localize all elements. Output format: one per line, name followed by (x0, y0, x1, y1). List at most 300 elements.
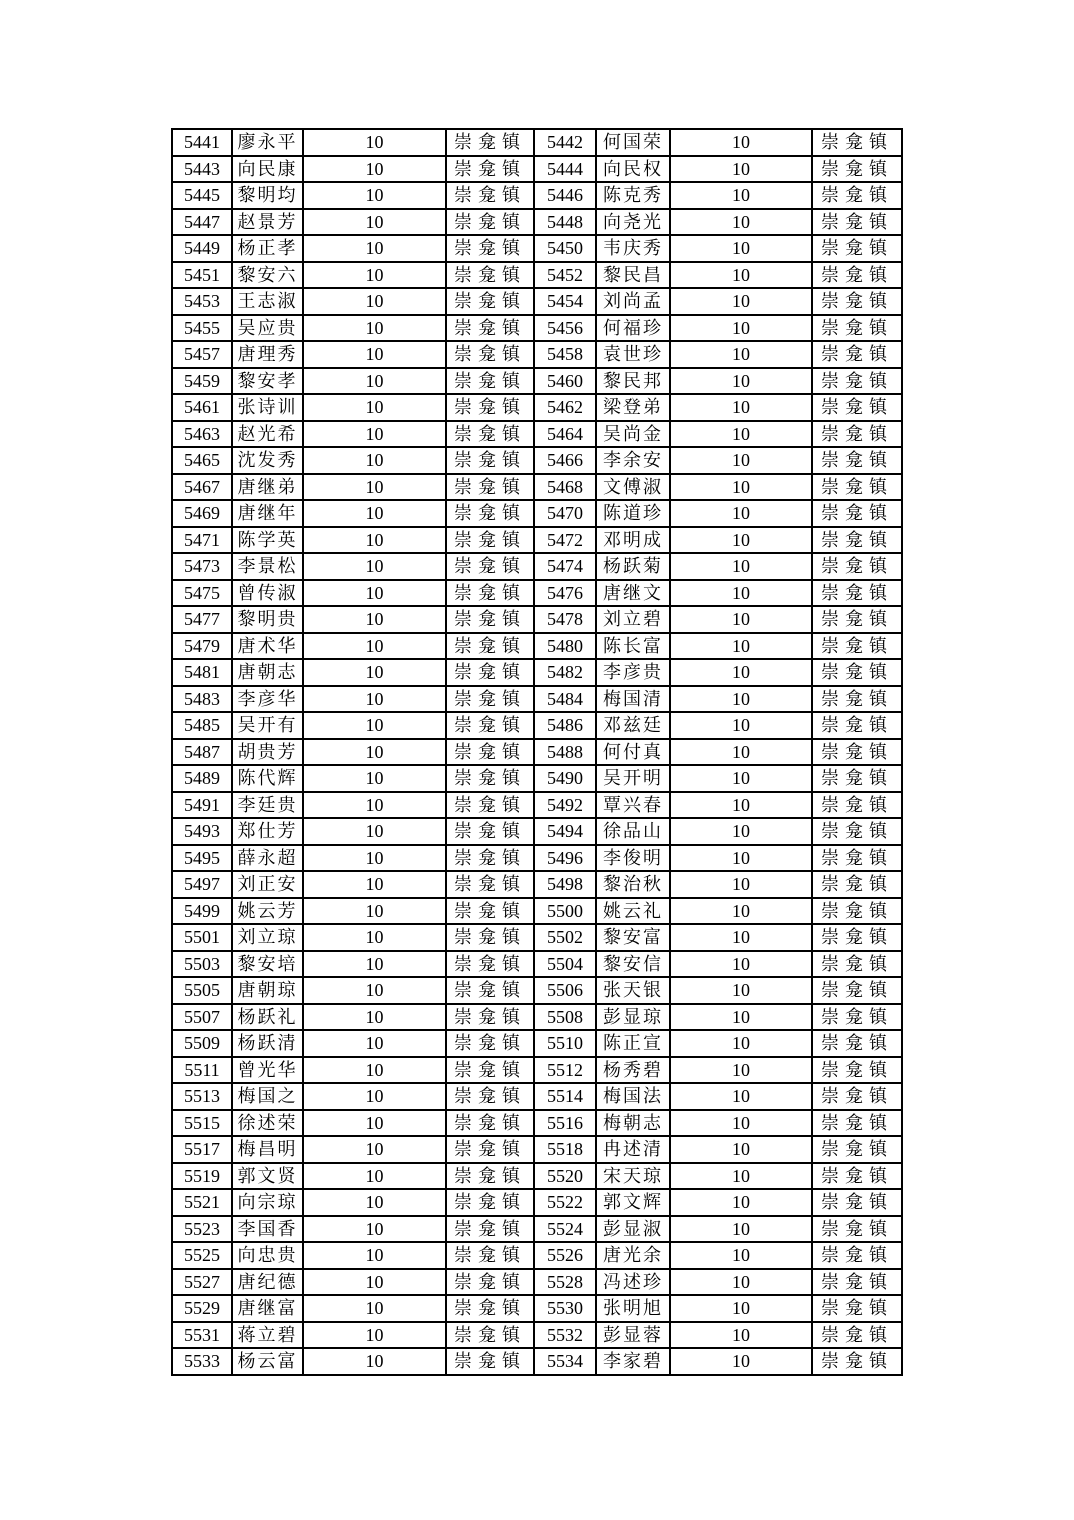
cell-town-name: 崇龛镇 (446, 1136, 534, 1163)
cell-amount: 10 (670, 129, 812, 156)
cell-town-name: 崇龛镇 (446, 1216, 534, 1243)
cell-town-name: 崇龛镇 (446, 580, 534, 607)
cell-town-name: 崇龛镇 (446, 156, 534, 183)
cell-person-name: 韦庆秀 (596, 235, 670, 262)
cell-amount: 10 (670, 341, 812, 368)
cell-town-name: 崇龛镇 (812, 739, 902, 766)
cell-town-name: 崇龛镇 (812, 394, 902, 421)
cell-serial-number: 5523 (172, 1216, 232, 1243)
cell-town-name: 崇龛镇 (812, 156, 902, 183)
table-row (172, 659, 902, 686)
cell-serial-number: 5531 (172, 1322, 232, 1349)
cell-person-name: 陈代辉 (232, 765, 303, 792)
table-row (172, 1189, 902, 1216)
cell-amount: 10 (670, 1057, 812, 1084)
cell-person-name: 胡贵芳 (232, 739, 303, 766)
cell-town-name: 崇龛镇 (446, 1242, 534, 1269)
cell-person-name: 曾传淑 (232, 580, 303, 607)
cell-serial-number: 5501 (172, 924, 232, 951)
cell-serial-number: 5515 (172, 1110, 232, 1137)
cell-serial-number: 5505 (172, 977, 232, 1004)
cell-serial-number: 5487 (172, 739, 232, 766)
cell-person-name: 李余安 (596, 447, 670, 474)
cell-serial-number: 5510 (534, 1030, 596, 1057)
cell-town-name: 崇龛镇 (446, 1348, 534, 1375)
cell-person-name: 张明旭 (596, 1295, 670, 1322)
cell-person-name: 姚云芳 (232, 898, 303, 925)
cell-amount: 10 (670, 553, 812, 580)
cell-person-name: 李彦华 (232, 686, 303, 713)
cell-serial-number: 5441 (172, 129, 232, 156)
cell-person-name: 李俊明 (596, 845, 670, 872)
cell-amount: 10 (670, 1322, 812, 1349)
cell-serial-number: 5497 (172, 871, 232, 898)
cell-amount: 10 (303, 924, 446, 951)
table-row (172, 845, 902, 872)
cell-serial-number: 5459 (172, 368, 232, 395)
table-row (172, 686, 902, 713)
cell-amount: 10 (303, 1322, 446, 1349)
cell-serial-number: 5532 (534, 1322, 596, 1349)
cell-serial-number: 5477 (172, 606, 232, 633)
cell-amount: 10 (670, 659, 812, 686)
cell-amount: 10 (303, 1057, 446, 1084)
cell-amount: 10 (670, 765, 812, 792)
cell-person-name: 郑仕芳 (232, 818, 303, 845)
table-row (172, 951, 902, 978)
table-row (172, 129, 902, 156)
cell-town-name: 崇龛镇 (446, 1057, 534, 1084)
cell-amount: 10 (303, 765, 446, 792)
cell-serial-number: 5479 (172, 633, 232, 660)
cell-person-name: 徐品山 (596, 818, 670, 845)
cell-amount: 10 (670, 739, 812, 766)
cell-person-name: 王志淑 (232, 288, 303, 315)
cell-amount: 10 (670, 818, 812, 845)
table-row (172, 1030, 902, 1057)
cell-serial-number: 5533 (172, 1348, 232, 1375)
cell-serial-number: 5483 (172, 686, 232, 713)
cell-town-name: 崇龛镇 (446, 500, 534, 527)
cell-amount: 10 (303, 1216, 446, 1243)
table-row (172, 1242, 902, 1269)
cell-person-name: 黎明均 (232, 182, 303, 209)
cell-amount: 10 (303, 898, 446, 925)
table-row (172, 739, 902, 766)
cell-town-name: 崇龛镇 (446, 209, 534, 236)
cell-amount: 10 (670, 580, 812, 607)
cell-town-name: 崇龛镇 (812, 1057, 902, 1084)
cell-amount: 10 (303, 341, 446, 368)
cell-town-name: 崇龛镇 (812, 447, 902, 474)
cell-serial-number: 5466 (534, 447, 596, 474)
cell-serial-number: 5468 (534, 474, 596, 501)
cell-town-name: 崇龛镇 (812, 129, 902, 156)
cell-serial-number: 5509 (172, 1030, 232, 1057)
cell-amount: 10 (670, 924, 812, 951)
cell-serial-number: 5457 (172, 341, 232, 368)
cell-amount: 10 (670, 394, 812, 421)
cell-town-name: 崇龛镇 (812, 341, 902, 368)
cell-person-name: 杨跃礼 (232, 1004, 303, 1031)
cell-person-name: 冯述珍 (596, 1269, 670, 1296)
cell-person-name: 唐继年 (232, 500, 303, 527)
cell-person-name: 袁世珍 (596, 341, 670, 368)
cell-person-name: 向民康 (232, 156, 303, 183)
table-row (172, 1216, 902, 1243)
cell-serial-number: 5500 (534, 898, 596, 925)
cell-serial-number: 5512 (534, 1057, 596, 1084)
cell-person-name: 李彦贵 (596, 659, 670, 686)
cell-town-name: 崇龛镇 (446, 1030, 534, 1057)
cell-person-name: 向忠贵 (232, 1242, 303, 1269)
table-row (172, 182, 902, 209)
cell-town-name: 崇龛镇 (446, 818, 534, 845)
cell-person-name: 唐继富 (232, 1295, 303, 1322)
cell-amount: 10 (670, 421, 812, 448)
cell-serial-number: 5460 (534, 368, 596, 395)
cell-serial-number: 5481 (172, 659, 232, 686)
cell-town-name: 崇龛镇 (812, 659, 902, 686)
cell-serial-number: 5526 (534, 1242, 596, 1269)
cell-person-name: 薛永超 (232, 845, 303, 872)
cell-town-name: 崇龛镇 (812, 1242, 902, 1269)
table-row (172, 262, 902, 289)
cell-person-name: 黎安信 (596, 951, 670, 978)
cell-person-name: 何福珍 (596, 315, 670, 342)
cell-person-name: 梅国之 (232, 1083, 303, 1110)
cell-amount: 10 (670, 951, 812, 978)
cell-person-name: 黎民昌 (596, 262, 670, 289)
cell-town-name: 崇龛镇 (812, 633, 902, 660)
table-row (172, 315, 902, 342)
cell-town-name: 崇龛镇 (446, 898, 534, 925)
table-row (172, 765, 902, 792)
cell-town-name: 崇龛镇 (446, 1083, 534, 1110)
cell-serial-number: 5534 (534, 1348, 596, 1375)
cell-serial-number: 5508 (534, 1004, 596, 1031)
cell-person-name: 唐术华 (232, 633, 303, 660)
cell-serial-number: 5462 (534, 394, 596, 421)
cell-amount: 10 (670, 633, 812, 660)
cell-town-name: 崇龛镇 (812, 1269, 902, 1296)
cell-person-name: 曾光华 (232, 1057, 303, 1084)
cell-amount: 10 (670, 606, 812, 633)
cell-person-name: 唐继文 (596, 580, 670, 607)
cell-amount: 10 (303, 209, 446, 236)
table-row (172, 1348, 902, 1375)
table-row (172, 447, 902, 474)
cell-person-name: 何付真 (596, 739, 670, 766)
cell-serial-number: 5471 (172, 527, 232, 554)
cell-amount: 10 (670, 262, 812, 289)
cell-town-name: 崇龛镇 (812, 1348, 902, 1375)
cell-person-name: 黎治秋 (596, 871, 670, 898)
cell-amount: 10 (303, 977, 446, 1004)
cell-amount: 10 (303, 792, 446, 819)
cell-person-name: 赵景芳 (232, 209, 303, 236)
cell-town-name: 崇龛镇 (812, 580, 902, 607)
cell-serial-number: 5469 (172, 500, 232, 527)
cell-person-name: 黎明贵 (232, 606, 303, 633)
cell-person-name: 梅昌明 (232, 1136, 303, 1163)
cell-person-name: 杨跃清 (232, 1030, 303, 1057)
cell-amount: 10 (670, 500, 812, 527)
cell-person-name: 杨秀碧 (596, 1057, 670, 1084)
cell-amount: 10 (303, 1189, 446, 1216)
cell-town-name: 崇龛镇 (812, 474, 902, 501)
cell-person-name: 吴应贵 (232, 315, 303, 342)
cell-amount: 10 (303, 262, 446, 289)
cell-amount: 10 (670, 686, 812, 713)
cell-person-name: 李景松 (232, 553, 303, 580)
cell-amount: 10 (303, 182, 446, 209)
cell-person-name: 陈道珍 (596, 500, 670, 527)
cell-person-name: 姚云礼 (596, 898, 670, 925)
cell-person-name: 唐纪德 (232, 1269, 303, 1296)
cell-amount: 10 (670, 1189, 812, 1216)
cell-person-name: 陈正宣 (596, 1030, 670, 1057)
table-row (172, 712, 902, 739)
cell-person-name: 彭显淑 (596, 1216, 670, 1243)
cell-serial-number: 5496 (534, 845, 596, 872)
cell-serial-number: 5452 (534, 262, 596, 289)
cell-person-name: 唐理秀 (232, 341, 303, 368)
cell-town-name: 崇龛镇 (812, 315, 902, 342)
cell-serial-number: 5514 (534, 1083, 596, 1110)
cell-amount: 10 (303, 394, 446, 421)
table-row (172, 421, 902, 448)
cell-town-name: 崇龛镇 (812, 686, 902, 713)
cell-person-name: 何国荣 (596, 129, 670, 156)
table-row (172, 633, 902, 660)
cell-town-name: 崇龛镇 (446, 1110, 534, 1137)
cell-serial-number: 5521 (172, 1189, 232, 1216)
beneficiary-roster-table (171, 128, 903, 1376)
cell-serial-number: 5528 (534, 1269, 596, 1296)
cell-town-name: 崇龛镇 (446, 129, 534, 156)
table-row (172, 527, 902, 554)
cell-serial-number: 5499 (172, 898, 232, 925)
cell-town-name: 崇龛镇 (446, 421, 534, 448)
cell-serial-number: 5447 (172, 209, 232, 236)
cell-amount: 10 (670, 1295, 812, 1322)
cell-town-name: 崇龛镇 (446, 606, 534, 633)
cell-town-name: 崇龛镇 (446, 1004, 534, 1031)
cell-serial-number: 5493 (172, 818, 232, 845)
cell-amount: 10 (303, 421, 446, 448)
cell-town-name: 崇龛镇 (446, 474, 534, 501)
cell-person-name: 张天银 (596, 977, 670, 1004)
cell-person-name: 吴开有 (232, 712, 303, 739)
cell-person-name: 黎安富 (596, 924, 670, 951)
cell-serial-number: 5478 (534, 606, 596, 633)
cell-serial-number: 5519 (172, 1163, 232, 1190)
cell-person-name: 梅国法 (596, 1083, 670, 1110)
cell-serial-number: 5445 (172, 182, 232, 209)
cell-amount: 10 (670, 527, 812, 554)
cell-amount: 10 (670, 898, 812, 925)
cell-amount: 10 (670, 474, 812, 501)
cell-town-name: 崇龛镇 (812, 818, 902, 845)
table-row (172, 1004, 902, 1031)
cell-town-name: 崇龛镇 (446, 527, 534, 554)
cell-town-name: 崇龛镇 (446, 712, 534, 739)
cell-person-name: 梅朝志 (596, 1110, 670, 1137)
cell-person-name: 陈克秀 (596, 182, 670, 209)
cell-amount: 10 (303, 235, 446, 262)
cell-amount: 10 (303, 712, 446, 739)
cell-town-name: 崇龛镇 (446, 765, 534, 792)
cell-serial-number: 5464 (534, 421, 596, 448)
cell-amount: 10 (303, 1242, 446, 1269)
cell-person-name: 刘立碧 (596, 606, 670, 633)
cell-amount: 10 (670, 1348, 812, 1375)
cell-town-name: 崇龛镇 (812, 262, 902, 289)
cell-amount: 10 (303, 1004, 446, 1031)
cell-town-name: 崇龛镇 (446, 845, 534, 872)
cell-amount: 10 (303, 951, 446, 978)
cell-amount: 10 (303, 871, 446, 898)
cell-town-name: 崇龛镇 (812, 1110, 902, 1137)
cell-amount: 10 (303, 500, 446, 527)
cell-amount: 10 (303, 315, 446, 342)
cell-town-name: 崇龛镇 (812, 235, 902, 262)
cell-amount: 10 (670, 1110, 812, 1137)
table-row (172, 792, 902, 819)
cell-amount: 10 (303, 1030, 446, 1057)
cell-serial-number: 5451 (172, 262, 232, 289)
table-row (172, 580, 902, 607)
cell-person-name: 黎民邦 (596, 368, 670, 395)
cell-amount: 10 (670, 315, 812, 342)
cell-amount: 10 (670, 209, 812, 236)
cell-town-name: 崇龛镇 (812, 845, 902, 872)
table-row (172, 818, 902, 845)
cell-person-name: 文傅淑 (596, 474, 670, 501)
cell-serial-number: 5516 (534, 1110, 596, 1137)
table-row (172, 606, 902, 633)
cell-amount: 10 (670, 712, 812, 739)
table-row (172, 368, 902, 395)
cell-serial-number: 5488 (534, 739, 596, 766)
roster-table-body (172, 129, 902, 1375)
cell-town-name: 崇龛镇 (446, 1269, 534, 1296)
cell-serial-number: 5504 (534, 951, 596, 978)
cell-person-name: 刘正安 (232, 871, 303, 898)
cell-town-name: 崇龛镇 (812, 765, 902, 792)
cell-town-name: 崇龛镇 (812, 182, 902, 209)
cell-town-name: 崇龛镇 (446, 924, 534, 951)
cell-town-name: 崇龛镇 (812, 553, 902, 580)
cell-town-name: 崇龛镇 (446, 235, 534, 262)
cell-person-name: 黎安六 (232, 262, 303, 289)
cell-serial-number: 5511 (172, 1057, 232, 1084)
table-row (172, 1163, 902, 1190)
cell-serial-number: 5522 (534, 1189, 596, 1216)
cell-town-name: 崇龛镇 (446, 182, 534, 209)
cell-town-name: 崇龛镇 (446, 977, 534, 1004)
cell-amount: 10 (303, 288, 446, 315)
cell-serial-number: 5494 (534, 818, 596, 845)
cell-serial-number: 5470 (534, 500, 596, 527)
cell-amount: 10 (670, 1269, 812, 1296)
cell-person-name: 吴尚金 (596, 421, 670, 448)
cell-town-name: 崇龛镇 (446, 659, 534, 686)
cell-town-name: 崇龛镇 (446, 871, 534, 898)
cell-serial-number: 5490 (534, 765, 596, 792)
cell-amount: 10 (670, 977, 812, 1004)
cell-person-name: 李国香 (232, 1216, 303, 1243)
cell-serial-number: 5449 (172, 235, 232, 262)
cell-town-name: 崇龛镇 (446, 1189, 534, 1216)
table-row (172, 1136, 902, 1163)
cell-serial-number: 5442 (534, 129, 596, 156)
cell-serial-number: 5489 (172, 765, 232, 792)
cell-serial-number: 5474 (534, 553, 596, 580)
cell-person-name: 覃兴春 (596, 792, 670, 819)
cell-town-name: 崇龛镇 (812, 1136, 902, 1163)
table-row (172, 341, 902, 368)
cell-amount: 10 (303, 739, 446, 766)
table-row (172, 394, 902, 421)
cell-serial-number: 5498 (534, 871, 596, 898)
table-row (172, 474, 902, 501)
cell-person-name: 郭文辉 (596, 1189, 670, 1216)
table-row (172, 898, 902, 925)
cell-serial-number: 5503 (172, 951, 232, 978)
cell-town-name: 崇龛镇 (812, 1216, 902, 1243)
cell-serial-number: 5444 (534, 156, 596, 183)
cell-serial-number: 5456 (534, 315, 596, 342)
cell-town-name: 崇龛镇 (446, 792, 534, 819)
cell-serial-number: 5518 (534, 1136, 596, 1163)
cell-serial-number: 5529 (172, 1295, 232, 1322)
cell-person-name: 沈发秀 (232, 447, 303, 474)
cell-town-name: 崇龛镇 (812, 500, 902, 527)
cell-person-name: 陈学英 (232, 527, 303, 554)
table-row (172, 553, 902, 580)
cell-amount: 10 (303, 633, 446, 660)
cell-amount: 10 (303, 1269, 446, 1296)
cell-town-name: 崇龛镇 (812, 1322, 902, 1349)
cell-serial-number: 5527 (172, 1269, 232, 1296)
cell-serial-number: 5467 (172, 474, 232, 501)
cell-person-name: 向宗琼 (232, 1189, 303, 1216)
cell-serial-number: 5513 (172, 1083, 232, 1110)
cell-serial-number: 5454 (534, 288, 596, 315)
cell-amount: 10 (303, 686, 446, 713)
cell-serial-number: 5486 (534, 712, 596, 739)
cell-amount: 10 (303, 1110, 446, 1137)
cell-person-name: 张诗训 (232, 394, 303, 421)
cell-person-name: 廖永平 (232, 129, 303, 156)
table-row (172, 871, 902, 898)
cell-town-name: 崇龛镇 (446, 1295, 534, 1322)
cell-amount: 10 (670, 182, 812, 209)
cell-amount: 10 (670, 1242, 812, 1269)
table-row (172, 288, 902, 315)
table-row (172, 1322, 902, 1349)
cell-serial-number: 5530 (534, 1295, 596, 1322)
cell-serial-number: 5448 (534, 209, 596, 236)
cell-town-name: 崇龛镇 (812, 1163, 902, 1190)
cell-town-name: 崇龛镇 (446, 739, 534, 766)
table-row (172, 1295, 902, 1322)
cell-amount: 10 (670, 1216, 812, 1243)
cell-amount: 10 (303, 845, 446, 872)
cell-serial-number: 5520 (534, 1163, 596, 1190)
